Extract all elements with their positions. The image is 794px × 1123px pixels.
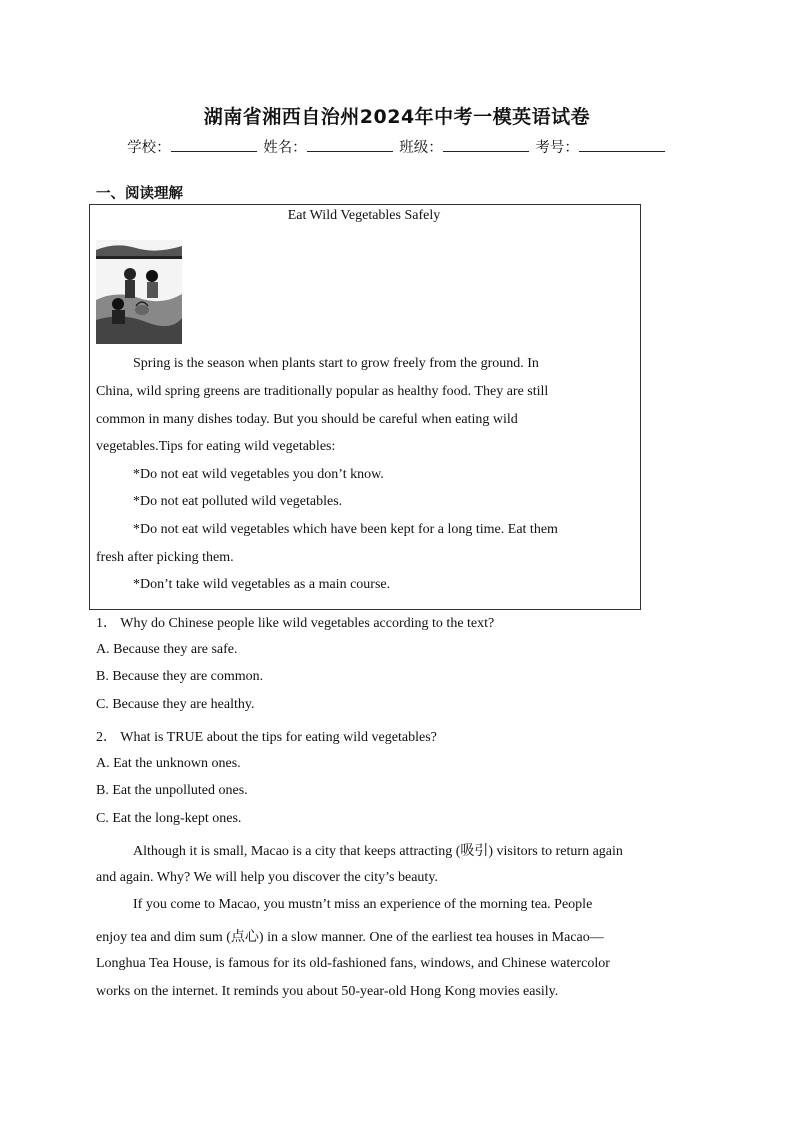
passage2-line: If you come to Macao, you mustn’t miss an experience of the morning tea. People	[133, 897, 593, 912]
question-option[interactable]: A. Because they are safe.	[96, 642, 238, 657]
passage-line: Spring is the season when plants start to grow freely from the ground. In	[133, 356, 539, 371]
name-label: 姓名：	[263, 140, 307, 156]
children-picking-vegetables-illustration	[96, 240, 182, 344]
question-option[interactable]: A. Eat the unknown ones.	[96, 756, 241, 771]
school-label: 学校：	[127, 140, 171, 156]
passage2-line: enjoy tea and dim sum (点心) in a slow manner. One of the earliest tea houses in Macao—	[96, 930, 604, 945]
question-option[interactable]: C. Because they are healthy.	[96, 697, 255, 712]
question-stem: 2． What is TRUE about the tips for eating wild vegetables?	[96, 730, 437, 745]
passage2-line: Longhua Tea House, is famous for its old-fashioned fans, windows, and Chinese watercolor	[96, 956, 610, 971]
tip-item: *Do not eat polluted wild vegetables.	[133, 494, 343, 509]
exam-number-label: 考号：	[535, 140, 579, 156]
question-option[interactable]: B. Eat the unpolluted ones.	[96, 783, 248, 798]
question-option[interactable]: B. Because they are common.	[96, 669, 264, 684]
class-label: 班级：	[399, 140, 443, 156]
passage-line: China, wild spring greens are traditionally popular as healthy food. They are still	[96, 384, 549, 399]
passage-title: Eat Wild Vegetables Safely	[287, 208, 441, 223]
class-blank[interactable]	[443, 137, 529, 152]
page-title: 湖南省湘西自治州2024年中考一模英语试卷	[203, 106, 591, 128]
tip-item-continuation: fresh after picking them.	[96, 550, 234, 565]
tip-item: *Do not eat wild vegetables you don’t know.	[133, 467, 384, 482]
section-title: 一、阅读理解	[96, 186, 183, 202]
passage-line: vegetables.Tips for eating wild vegetables:	[96, 439, 336, 454]
passage-line: common in many dishes today. But you should be careful when eating wild	[96, 412, 518, 427]
exam-number-blank[interactable]	[579, 137, 665, 152]
passage2-line: and again. Why? We will help you discover the city’s beauty.	[96, 870, 438, 885]
tip-item: *Don’t take wild vegetables as a main course.	[133, 577, 391, 592]
name-blank[interactable]	[307, 137, 393, 152]
question-option[interactable]: C. Eat the long-kept ones.	[96, 811, 242, 826]
passage2-line: works on the internet. It reminds you about 50-year-old Hong Kong movies easily.	[96, 984, 559, 999]
passage2-line: Although it is small, Macao is a city that keeps attracting (吸引) visitors to return again	[133, 844, 623, 859]
student-info-fields	[0, 136, 794, 157]
question-stem: 1． Why do Chinese people like wild vegetables according to the text?	[96, 616, 495, 631]
tip-item: *Do not eat wild vegetables which have been kept for a long time. Eat them	[133, 522, 558, 537]
school-blank[interactable]	[171, 137, 257, 152]
